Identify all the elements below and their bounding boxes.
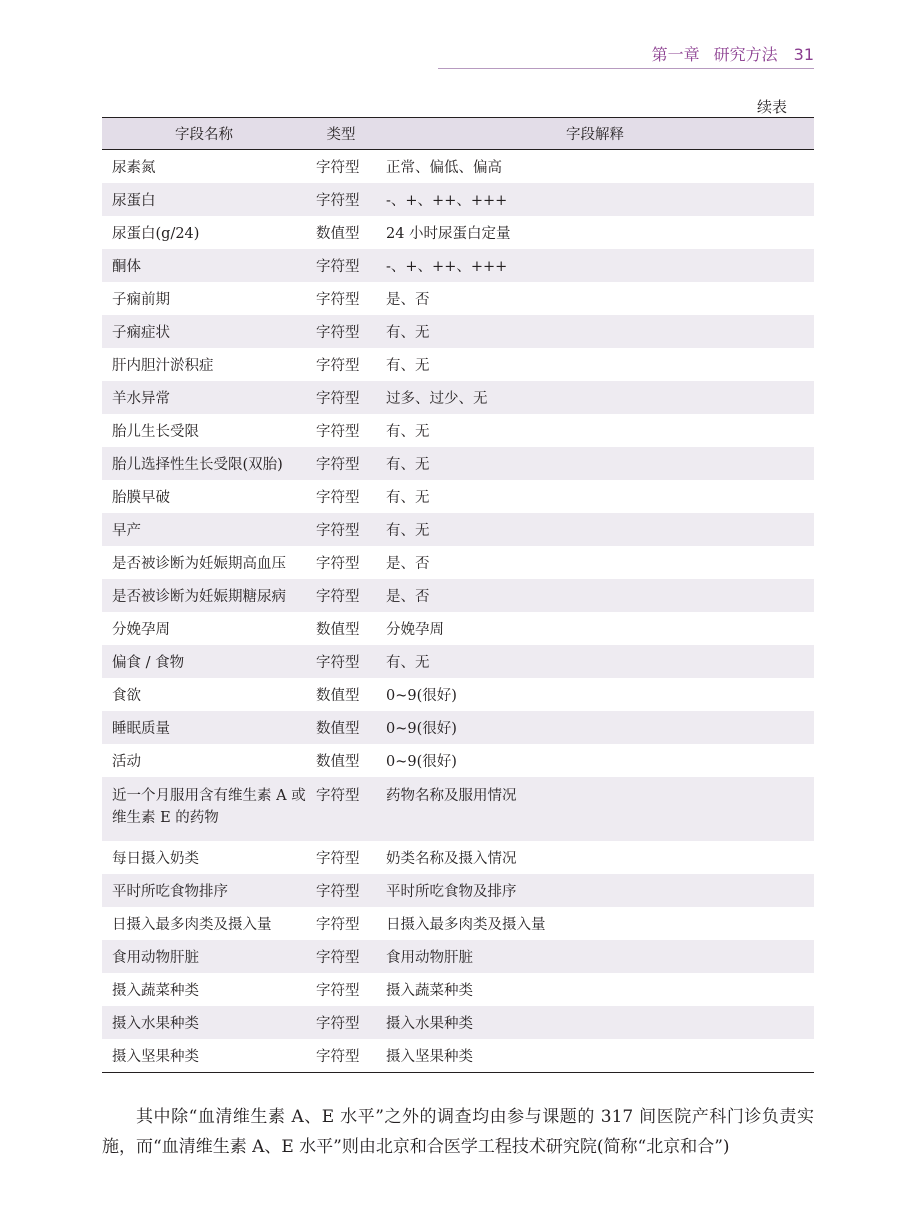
table-cell-type: 字符型	[316, 358, 360, 374]
table-cell-field-name: 尿蛋白	[102, 183, 306, 216]
table-cell-description: 摄入水果种类	[376, 1006, 814, 1039]
table-cell-field-name: 睡眠质量	[102, 711, 306, 744]
table-header-row	[102, 118, 814, 150]
table-cell-type: 字符型	[316, 983, 360, 999]
column-header-type: 类型	[306, 118, 376, 150]
table-row	[102, 711, 814, 744]
table-row	[102, 1006, 814, 1039]
table-cell-description: 正常、偏低、偏高	[386, 160, 502, 176]
table-cell-description: 摄入蔬菜种类	[386, 983, 473, 999]
table-cell-field-name: 羊水异常	[102, 381, 306, 414]
table-cell-description: 0~9(很好)	[386, 754, 457, 770]
table-row	[102, 249, 814, 282]
table-cell-field-name: 胎儿生长受限	[112, 424, 199, 440]
table-cell-type: 数值型	[316, 622, 360, 638]
table-cell-description: 有、无	[376, 447, 814, 480]
table-cell-description: 是、否	[386, 292, 430, 308]
table-cell-description: 奶类名称及摄入情况	[386, 851, 517, 867]
table-cell-type: 字符型	[316, 556, 360, 572]
table-cell-type: 字符型	[306, 940, 376, 973]
table-cell-description: 有、无	[376, 645, 814, 678]
table-cell-type: 数值型	[306, 711, 376, 744]
table-row	[102, 579, 814, 612]
table-cell-type: 字符型	[306, 777, 376, 841]
table-row	[102, 744, 814, 777]
table-cell-field-name: 活动	[112, 754, 141, 770]
table-cell-field-name: 日摄入最多肉类及摄入量	[112, 917, 272, 933]
table-cell-field-name: 肝内胆汁淤积症	[112, 358, 214, 374]
table-cell-field-name: 每日摄入奶类	[112, 851, 199, 867]
table-row	[102, 973, 814, 1006]
table-cell-description: 药物名称及服用情况	[376, 777, 814, 841]
table-row	[102, 940, 814, 973]
table-cell-description: 摄入坚果种类	[376, 1039, 814, 1073]
table-cell-field-name: 是否被诊断为妊娠期高血压	[112, 556, 286, 572]
table-cell-field-name: 是否被诊断为妊娠期糖尿病	[102, 579, 306, 612]
body-paragraph: 其中除“血清维生素 A、E 水平”之外的调查均由参与课题的 317 间医院产科门诊负责实施，而“血清维生素 A、E 水平”则由北京和合医学工程技术研究院(简称“北京和合”)	[102, 1107, 814, 1157]
column-header-field-name: 字段名称	[102, 118, 306, 150]
table-cell-description: 有、无	[386, 358, 430, 374]
table-row	[102, 348, 814, 381]
table-cell-field-name: 食用动物肝脏	[102, 940, 306, 973]
table-cell-description: 平时所吃食物及排序	[376, 874, 814, 907]
table-row	[102, 874, 814, 907]
table-cell-type: 字符型	[306, 874, 376, 907]
table-cell-description: 有、无	[386, 424, 430, 440]
table-cell-description: -、+、++、+++	[376, 249, 814, 282]
table-cell-description: 有、无	[376, 513, 814, 546]
field-table	[102, 117, 814, 1073]
table-cell-field-name: 摄入蔬菜种类	[112, 983, 199, 999]
table-row	[102, 907, 814, 940]
table-cell-type: 字符型	[306, 1006, 376, 1039]
table-row	[102, 315, 814, 348]
table-cell-type: 数值型	[316, 688, 360, 704]
table-cell-field-name: 早产	[102, 513, 306, 546]
table-cell-field-name: 摄入水果种类	[102, 1006, 306, 1039]
table-cell-description: 是、否	[386, 556, 430, 572]
table-cell-description: 日摄入最多肉类及摄入量	[386, 917, 546, 933]
table-row	[102, 150, 814, 184]
table-cell-field-name: 酮体	[102, 249, 306, 282]
table-body	[102, 150, 814, 1073]
table-cell-type: 字符型	[306, 645, 376, 678]
table-row	[102, 678, 814, 711]
table-cell-description: -、+、++、+++	[376, 183, 814, 216]
table-row	[102, 282, 814, 315]
table-cell-type: 字符型	[306, 315, 376, 348]
table-row	[102, 480, 814, 513]
table-cell-description: 过多、过少、无	[376, 381, 814, 414]
table-cell-type: 字符型	[316, 851, 360, 867]
table-row	[102, 447, 814, 480]
table-cell-type: 字符型	[306, 513, 376, 546]
table-cell-field-name: 平时所吃食物排序	[102, 874, 306, 907]
table-cell-description: 0~9(很好)	[376, 711, 814, 744]
table-cell-type: 字符型	[316, 490, 360, 506]
table-cell-description: 有、无	[386, 490, 430, 506]
running-header	[652, 42, 814, 65]
table-cell-type: 字符型	[306, 579, 376, 612]
table-cell-field-name: 胎膜早破	[112, 490, 170, 506]
section-label: 研究方法	[713, 45, 778, 64]
table-cell-field-name: 子痫症状	[102, 315, 306, 348]
table-row	[102, 414, 814, 447]
page-number: 31	[793, 45, 814, 64]
table-cell-field-name: 食欲	[112, 688, 141, 704]
table-row	[102, 645, 814, 678]
table-row	[102, 546, 814, 579]
table-cell-type: 字符型	[306, 1039, 376, 1073]
table-row	[102, 841, 814, 874]
chapter-label: 第一章	[651, 45, 700, 64]
table-cell-field-name: 分娩孕周	[112, 622, 170, 638]
table-cell-field-name: 摄入坚果种类	[102, 1039, 306, 1073]
table-cell-description: 0~9(很好)	[386, 688, 457, 704]
table-cell-description: 分娩孕周	[386, 622, 444, 638]
table-cell-field-name: 尿蛋白(g/24)	[112, 226, 200, 242]
header-rule	[438, 68, 814, 69]
continued-label: 续表	[756, 98, 787, 116]
table-cell-type: 字符型	[306, 249, 376, 282]
column-header-description: 字段解释	[376, 118, 814, 150]
table-cell-type: 字符型	[316, 292, 360, 308]
table-cell-field-name: 近一个月服用含有维生素 A 或维生素 E 的药物	[102, 777, 306, 841]
table-cell-type: 字符型	[306, 183, 376, 216]
table-row	[102, 381, 814, 414]
table-row	[102, 183, 814, 216]
table-row	[102, 1039, 814, 1073]
table-cell-type: 字符型	[316, 917, 360, 933]
table-cell-type: 字符型	[306, 447, 376, 480]
table-row	[102, 777, 814, 841]
table-cell-description: 是、否	[376, 579, 814, 612]
table-cell-description: 有、无	[376, 315, 814, 348]
table-cell-field-name: 子痫前期	[112, 292, 170, 308]
table-cell-type: 字符型	[316, 424, 360, 440]
table-cell-field-name: 尿素氮	[112, 160, 156, 176]
table-cell-type: 数值型	[316, 754, 360, 770]
table-cell-field-name: 胎儿选择性生长受限(双胎)	[102, 447, 306, 480]
table-cell-type: 数值型	[316, 226, 360, 242]
table-row	[102, 216, 814, 249]
table-cell-type: 字符型	[316, 160, 360, 176]
table-cell-description: 24 小时尿蛋白定量	[386, 226, 511, 242]
table-cell-description: 食用动物肝脏	[376, 940, 814, 973]
table-cell-field-name: 偏食 / 食物	[102, 645, 306, 678]
table-row	[102, 513, 814, 546]
table-row	[102, 612, 814, 645]
table-cell-type: 字符型	[306, 381, 376, 414]
